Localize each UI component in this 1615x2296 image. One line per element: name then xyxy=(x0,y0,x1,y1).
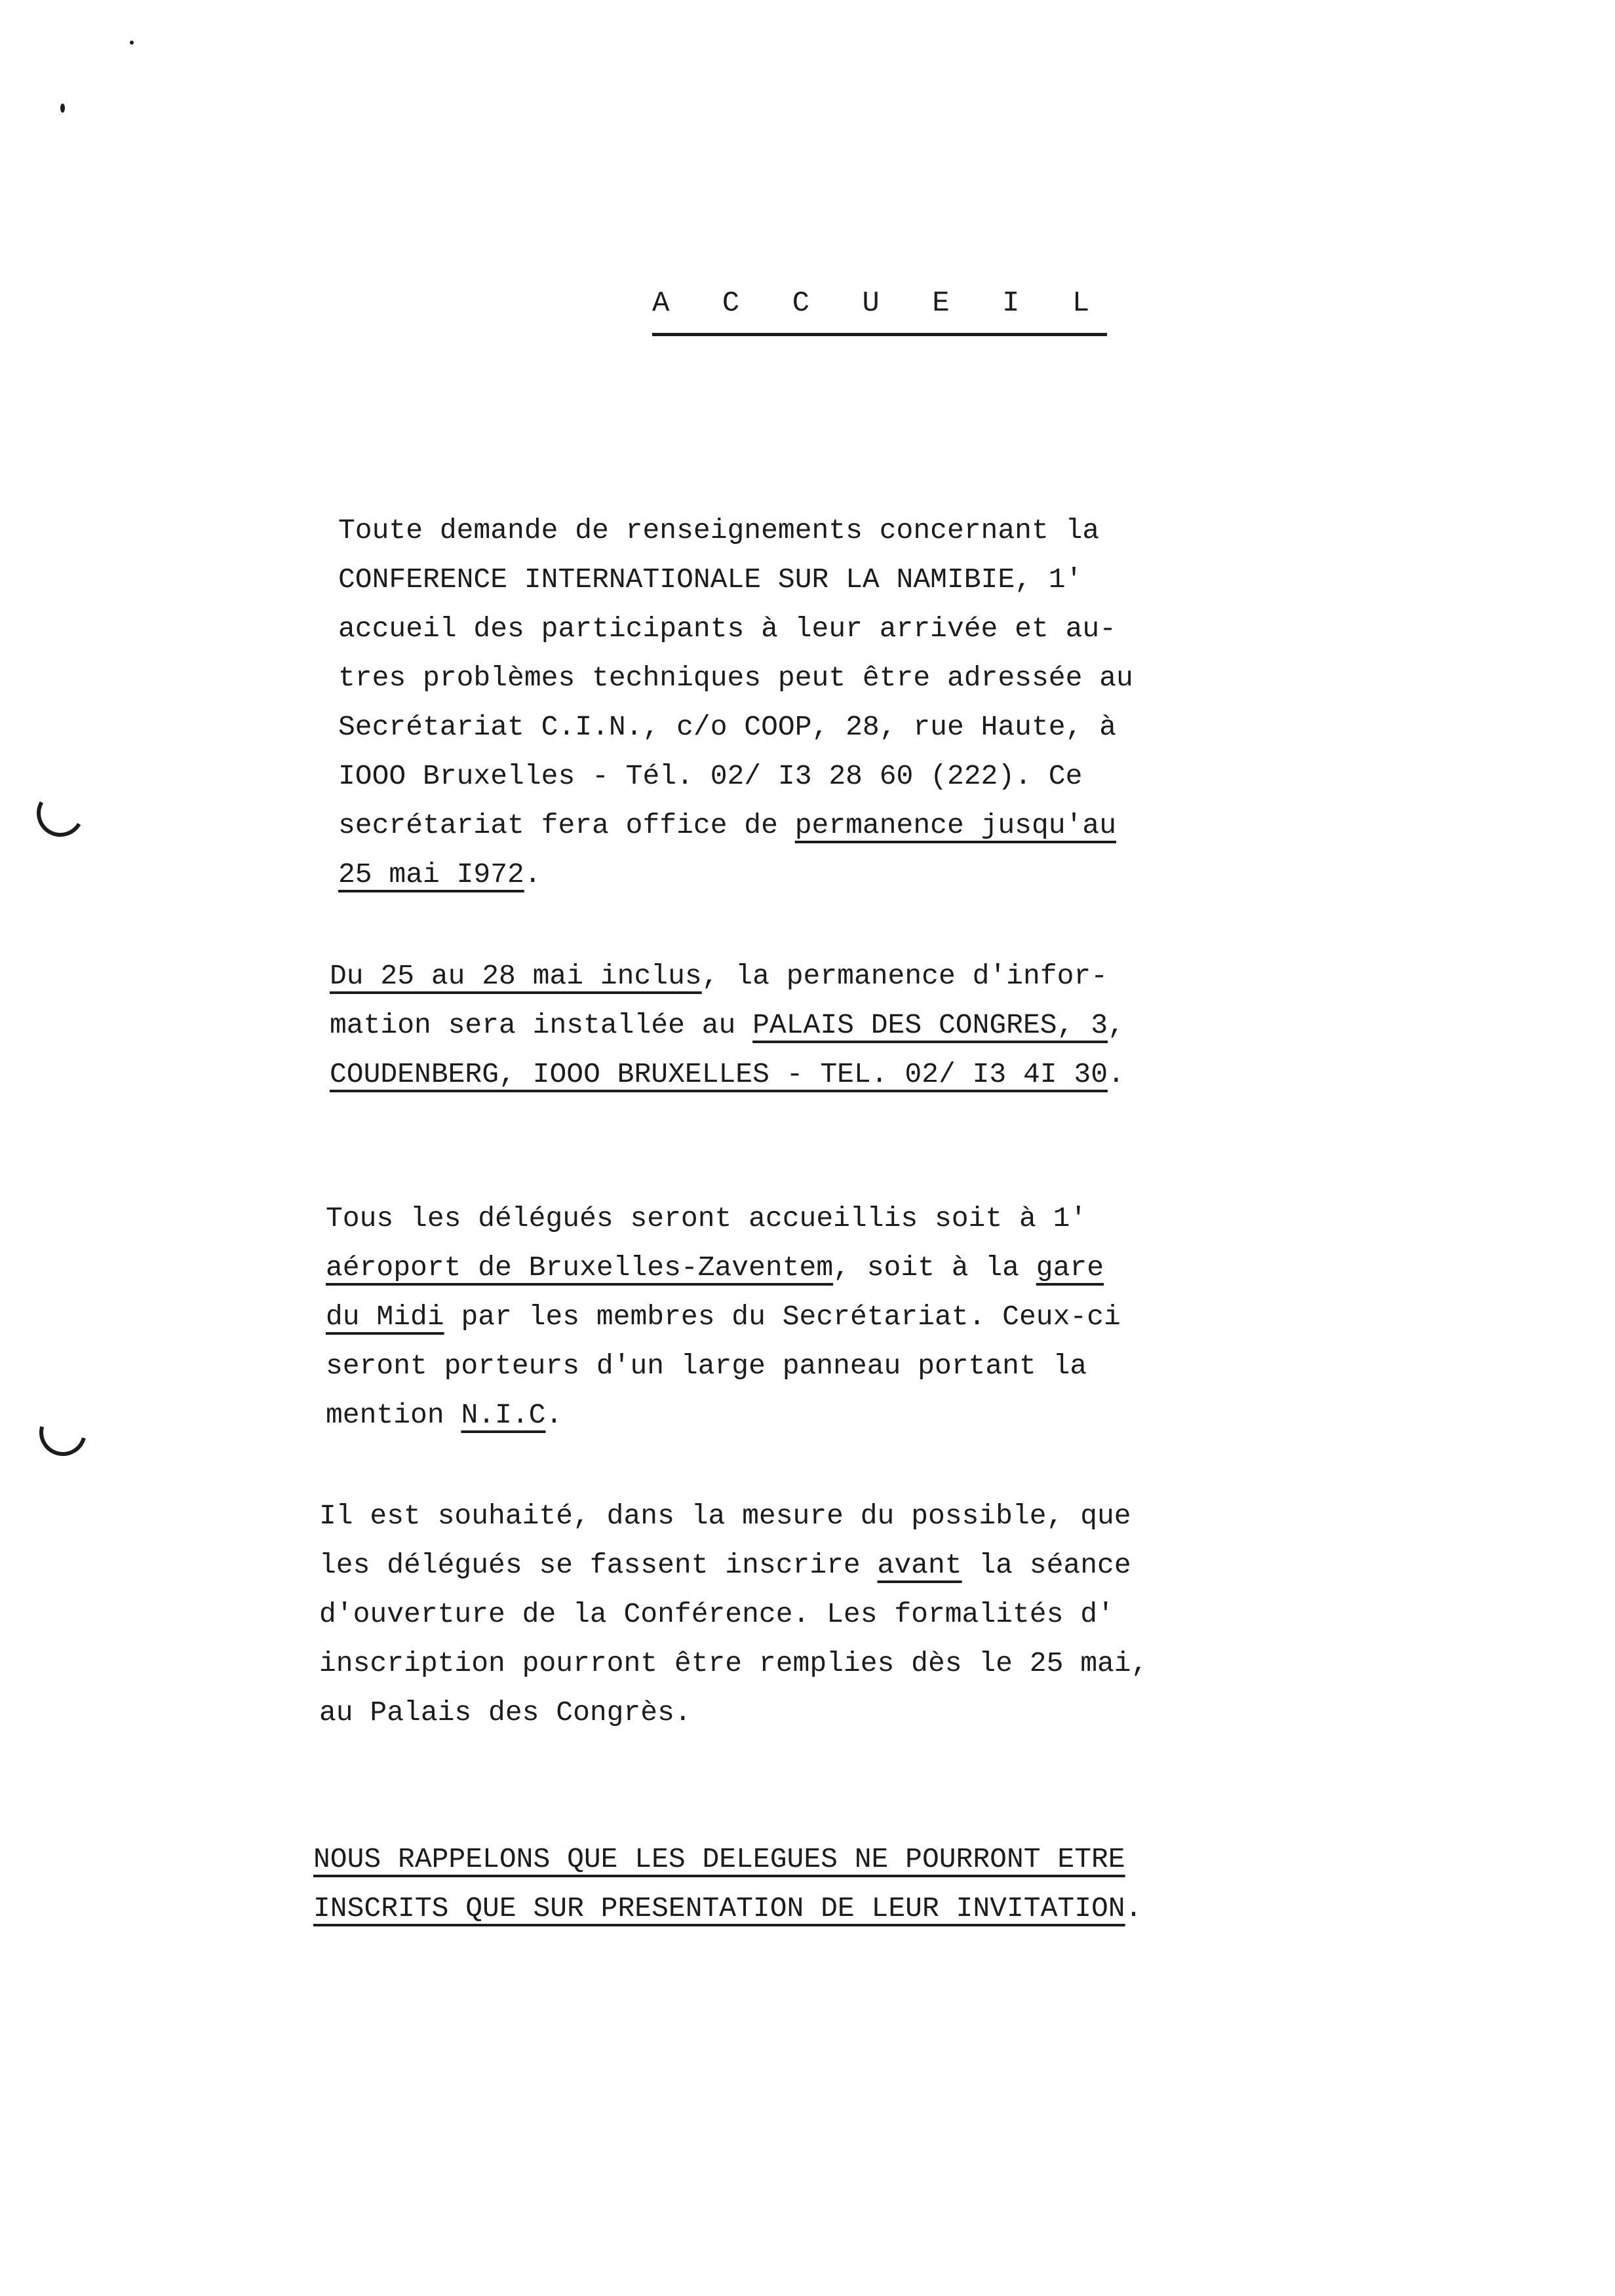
underlined-station: gare xyxy=(1036,1252,1104,1284)
underlined-reminder: INSCRITS QUE SUR PRESENTATION DE LEUR INVITATION xyxy=(313,1892,1125,1924)
paragraph-registration: Il est souhaité, dans la mesure du possible, que les délégués se fassent inscrire avant la séance d'ouverture de la Conférence. Les formalités d' inscription pourront être remplies dès le 25 mai, au Palais des Congrès. xyxy=(319,1500,1148,1729)
underlined-airport: aéroport de Bruxelles-Zaventem xyxy=(326,1252,834,1284)
punch-hole-mark-bottom xyxy=(31,1400,95,1464)
underlined-reminder: NOUS RAPPELONS QUE LES DELEGUES NE POURRONT ETRE xyxy=(313,1843,1125,1875)
underlined-station: du Midi xyxy=(326,1301,444,1333)
ink-speck xyxy=(60,104,65,113)
underlined-address: COUDENBERG, IOOO BRUXELLES - TEL. 02/ I3 4I 30 xyxy=(330,1058,1108,1090)
paragraph-information-desk: Du 25 au 28 mai inclus, la permanence d'infor- mation sera installée au PALAIS DES CONGRES, 3, COUDENBERG, IOOO BRUXELLES - TEL. 02/ I3 4I 30. xyxy=(330,960,1125,1090)
underlined-word: avant xyxy=(877,1549,962,1581)
ink-speck xyxy=(130,41,134,45)
punch-hole-mark-top xyxy=(31,784,89,842)
paragraph-contact-info: Toute demande de renseignements concernant la CONFERENCE INTERNATIONALE SUR LA NAMIBIE, 1' accueil des participants à leur arrivée et au- tres problèmes techniques peut être adressée au Secrétariat C.I.N., c/o COOP, 28, rue Haute, à IOOO Bruxelles - Tél. 02/ I3 28 60 (222). Ce secrétariat fera office de permanence jusqu'au 25 mai I972. xyxy=(338,514,1133,890)
underlined-acronym: N.I.C xyxy=(461,1399,546,1431)
page-title: A C C U E I L xyxy=(652,287,1107,336)
underlined-venue: PALAIS DES CONGRES, 3 xyxy=(752,1009,1108,1041)
paragraph-reminder: NOUS RAPPELONS QUE LES DELEGUES NE POURRONT ETRE INSCRITS QUE SUR PRESENTATION DE LEUR INVITATION. xyxy=(313,1843,1142,1924)
underlined-dates: Du 25 au 28 mai inclus xyxy=(330,960,702,992)
paragraph-arrival-welcome: Tous les délégués seront accueillis soit à 1' aéroport de Bruxelles-Zaventem, soit à la gare du Midi par les membres du Secrétariat. Ceux-ci seront porteurs d'un large panneau portant la mention N.I.C. xyxy=(326,1202,1121,1431)
underlined-text: permanence jusqu'au xyxy=(794,809,1116,841)
underlined-date: 25 mai I972 xyxy=(338,858,524,890)
